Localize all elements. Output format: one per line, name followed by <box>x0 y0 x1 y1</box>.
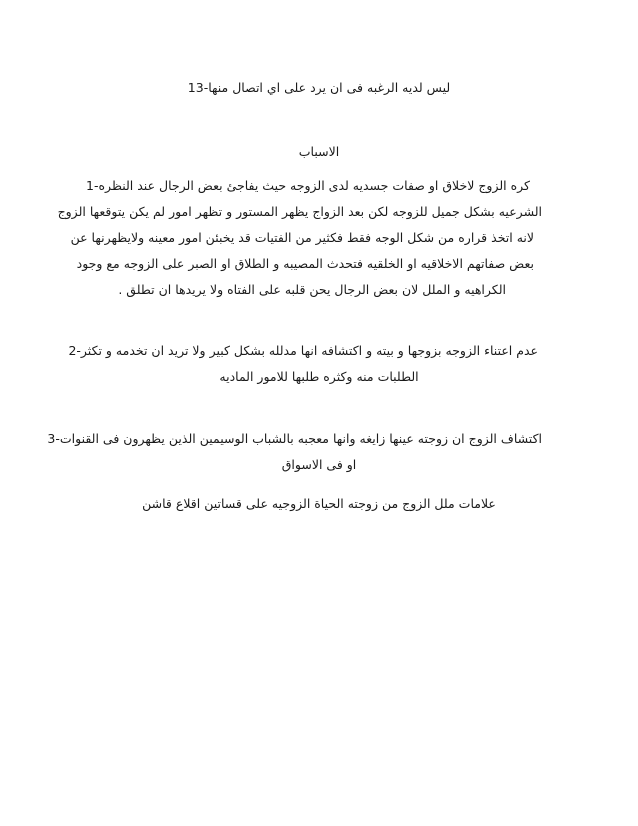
footer-heading: علامات ملل الزوج من زوجته الحياة الزوجيه على قساتين اقلاع قاشن <box>142 496 496 511</box>
reason-1-line-5: الكراهيه و الملل لان بعض الرجال يحن قلبه على الفتاه ولا يريدها ان تطلق . <box>118 282 506 297</box>
reason-2-line-2: الطلبات منه وكثره طلبها للامور الماديه <box>219 369 419 384</box>
reason-3-line-2: او فى الاسواق <box>281 457 357 472</box>
reason-1-line-2: الشرعيه بشكل جميل للزوجه لكن بعد الزواج يظهر المستور و تظهر امور لم يكن يتوقعها الزوج <box>57 204 542 219</box>
reason-1-line-3: لانه اتخذ قراره من شكل الوجه فقط فكثير من الفتيات قد يخبئن امور معينه ولايظهرنها عن <box>70 230 534 245</box>
reason-1-line-4: بعض صفاتهم الاخلاقيه او الخلقيه فتحدث المصيبه و الطلاق او الصبر على الزوجه مع وجود <box>76 256 534 271</box>
reason-2-line-1: عدم اعتناء الزوجه بزوجها و بيته و اكتشافه انها مدلله بشكل كبير ولا تريد ان تخدمه و تكثر-2 <box>68 343 538 358</box>
title-line: ليس لديه الرغبه فى ان يرد على اي اتصال منها-13 <box>187 80 451 95</box>
reason-3-line-1: اكتشاف الزوج ان زوجته عينها زايغه وانها معجبه بالشباب الوسيمين الذين يظهرون فى القنوات-3 <box>47 431 542 446</box>
section-heading: الاسباب <box>298 144 340 159</box>
reason-1-line-1: كره الزوج لاخلاق او صفات جسديه لدى الزوجه حيث يفاجئ بعض الرجال عند النظره-1 <box>86 178 530 193</box>
